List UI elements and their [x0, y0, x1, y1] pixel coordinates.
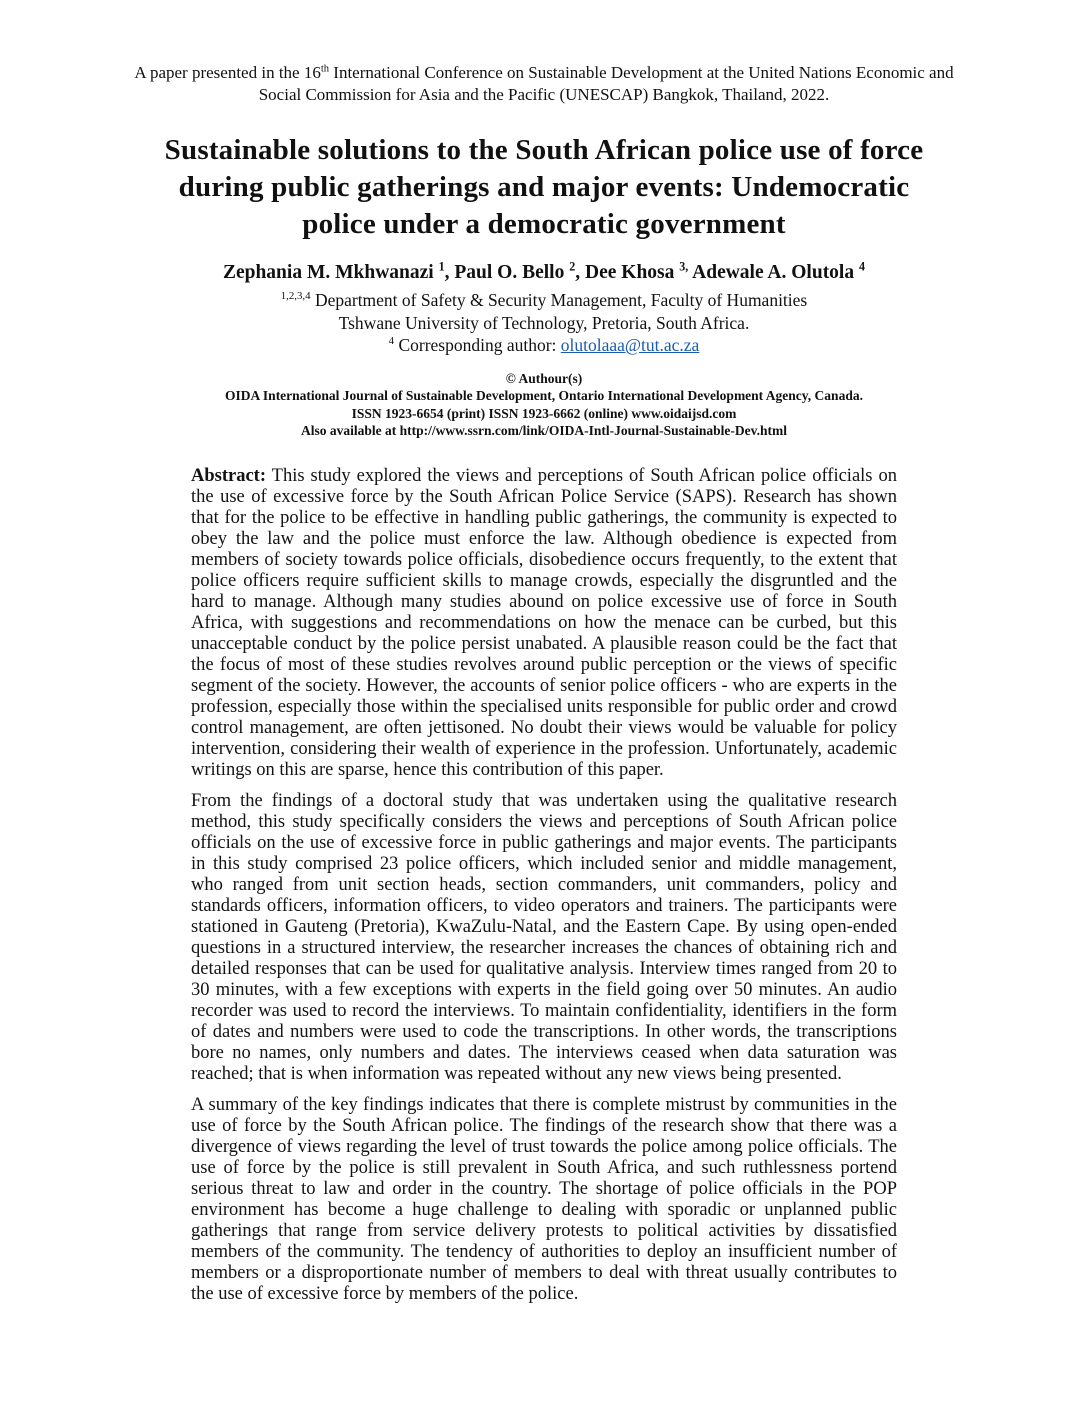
- author-name-2: Paul O. Bello: [454, 262, 570, 283]
- affiliation-block: [0, 289, 1088, 357]
- corresponding-author-line: [0, 334, 1088, 357]
- paper-title: [0, 132, 1088, 243]
- copyright-line: © Authour(s): [505, 370, 583, 386]
- author-superscript-1: 1: [438, 259, 445, 274]
- author-name-3: Dee Khosa: [585, 262, 680, 283]
- author-separator-2: ,: [575, 262, 586, 283]
- imprint-block: [0, 370, 1088, 440]
- author-superscript-4: 4: [858, 259, 866, 274]
- availability-line: Also available at http://www.ssrn.com/link/OIDA-Intl-Journal-Sustainable-Dev.html: [300, 423, 788, 438]
- author-name-1: Zephania M. Mkhwanazi: [222, 262, 439, 283]
- abstract-paragraph-1-text: This study explored the views and perceptions of South African police officials on the use of excessive force by the South African Police Service (SAPS). Research has shown that for the police to be effective in handling public gatherings, the community is expected to obey the law and the police must enforce the law. Although obedience is expected from members of society towards police officials, disobedience occurs frequently, to the extent that police officers require sufficient skills to manage crowds, especially the disgruntled and the hard to manage. Although many studies abound on police excessive use of force in South Africa, with suggestions and recommendations on how the menace can be curbed, but this unacceptable conduct by the police persist unabated. A plausible reason could be the fact that the focus of most of these studies revolves around public perception or the views of specific segment of the society. However, the accounts of senior police officers - who are experts in the profession, especially those within the specialised units responsible for public order and crowd control management, are often jettisoned. No doubt their views would be valuable for policy intervention, considering their wealth of experience in the profession. Unfortunately, academic writings on this are sparse, hence this contribution of this paper.: [191, 465, 897, 780]
- affiliation-university-line: Tshwane University of Technology, Pretoria, South Africa.: [338, 312, 750, 333]
- abstract-body: [191, 466, 897, 1305]
- paper-title-line-3: police under a democratic government: [302, 208, 786, 240]
- email-link[interactable]: olutolaaa@tut.ac.za: [560, 335, 700, 355]
- conference-note-post: International Conference on Sustainable Development at the United Nations Economic and Social Commission for Asia and the Pacific (UNESCAP) Bangkok, Thailand, 2022.: [258, 63, 954, 104]
- abstract-paragraph-1: [191, 466, 897, 781]
- journal-line: OIDA International Journal of Sustainable Development, Ontario International Development Agency, Canada.: [225, 388, 863, 403]
- conference-note-pre: A paper presented in the 16: [134, 63, 321, 82]
- author-name-4: Adewale A. Olutola: [692, 262, 859, 283]
- ordinal-superscript: th: [320, 63, 330, 75]
- author-superscript-3: 3,: [679, 259, 689, 274]
- affiliation-superscripts: 1,2,3,4: [280, 290, 311, 303]
- corresponding-label: Corresponding author:: [394, 335, 561, 355]
- front-matter: [0, 0, 1088, 440]
- corresponding-superscript: 4: [388, 335, 395, 348]
- abstract-label: Abstract:: [191, 465, 267, 486]
- paper-title-line-2: during public gatherings and major events: Undemocratic: [178, 171, 910, 203]
- author-separator-1: ,: [444, 262, 455, 283]
- author-superscript-2: 2: [569, 259, 576, 274]
- paper-title-line-1: Sustainable solutions to the South African police use of force: [164, 134, 924, 166]
- conference-note: [113, 62, 975, 106]
- affiliation-department-line: [0, 289, 1088, 312]
- issn-line: ISSN 1923-6654 (print) ISSN 1923-6662 (online) www.oidaijsd.com: [351, 405, 737, 421]
- corresponding-author: [389, 335, 700, 355]
- abstract-paragraph-3: A summary of the key findings indicates that there is complete mistrust by communities in the use of force by the South African police. The findings of the research show that there was a divergence of views regarding the level of trust towards the police among police officials. The use of force by the police is still prevalent in South Africa, and such ruthlessness portend serious threat to law and order in the country. The shortage of police officials in the POP environment has become a huge challenge to dealing with sporadic or unplanned public gatherings that range from service delivery protests to political activities by dissatisfied members of the community. The tendency of authorities to deploy an insufficient number of members or a disproportionate number of members to deal with threat usually contributes to the use of excessive force by members of the police.: [191, 1094, 897, 1304]
- abstract-paragraph-2: From the findings of a doctoral study that was undertaken using the qualitative research method, this study specifically considers the views and perceptions of South African police officials on the use of excessive force in public gatherings and major events. The participants in this study comprised 23 police officers, which included senior and middle management, who ranged from unit section heads, section commanders, unit commanders, policy and standards officers, information officers, to video operators and trainers. The participants were stationed in Gauteng (Pretoria), KwaZulu-Natal, and the Eastern Cape. By using open-ended questions in a structured interview, the researcher increases the chances of obtaining rich and detailed responses that can be used for qualitative analysis. Interview times ranged from 20 to 30 minutes, with a few exceptions with experts in the field going over 50 minutes. An audio recorder was used to record the interviews. To maintain confidentiality, identifiers in the form of dates and numbers were used to code the transcriptions. In other words, the transcriptions bore no names, only numbers and dates. The interviews ceased when data saturation was reached; that is when information was repeated without any new views being presented.: [191, 790, 897, 1084]
- affiliation-department: Department of Safety & Security Management, Faculty of Humanities: [310, 290, 808, 310]
- authors-line: [0, 260, 1088, 286]
